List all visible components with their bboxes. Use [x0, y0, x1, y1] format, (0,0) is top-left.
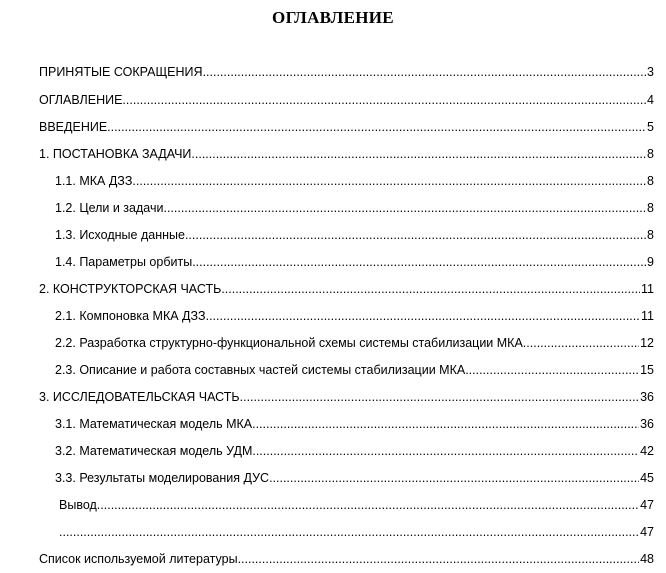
toc-leader	[252, 443, 639, 459]
toc-entry-label: Список используемой литературы	[39, 552, 238, 566]
toc-entry-page: 36	[640, 417, 654, 431]
toc-entry[interactable]	[55, 335, 654, 351]
toc-entry-label: 2.2. Разработка структурно-функциональной схемы системы стабилизации МКА	[55, 336, 523, 350]
toc-entry-page: 8	[647, 201, 654, 215]
toc-entry[interactable]	[39, 389, 654, 405]
toc-entry-page: 8	[647, 174, 654, 188]
toc-entry-label: 2.1. Компоновка МКА ДЗЗ	[55, 309, 206, 323]
toc-leader	[203, 64, 646, 80]
toc-entry[interactable]	[39, 551, 654, 567]
toc-entry[interactable]	[59, 524, 654, 540]
toc-entry-label: ПРИНЯТЫЕ СОКРАЩЕНИЯ	[39, 65, 203, 79]
toc-leader	[221, 281, 640, 297]
toc-entry-page: 48	[640, 552, 654, 566]
toc-leader	[269, 470, 639, 486]
toc-entry-page: 5	[647, 120, 654, 134]
toc-leader	[185, 227, 646, 243]
toc-leader	[191, 146, 646, 162]
toc-leader	[122, 92, 646, 108]
toc-entry-label: 1.1. МКА ДЗЗ	[55, 174, 133, 188]
toc-entry[interactable]	[55, 173, 654, 189]
toc-entry-page: 8	[647, 228, 654, 242]
toc-entry-page: 42	[640, 444, 654, 458]
toc-entry-label: 1.3. Исходные данные	[55, 228, 185, 242]
toc-entry-page: 3	[647, 65, 654, 79]
toc-entry[interactable]	[55, 308, 654, 324]
toc-entry[interactable]	[59, 497, 654, 513]
toc-leader	[59, 524, 639, 540]
toc-entry-page: 9	[647, 255, 654, 269]
toc-leader	[465, 362, 639, 378]
toc-entry[interactable]	[55, 362, 654, 378]
toc-entry-page: 47	[640, 525, 654, 539]
toc-entry[interactable]	[39, 281, 654, 297]
toc-entry-label: 3. ИССЛЕДОВАТЕЛЬСКАЯ ЧАСТЬ	[39, 390, 240, 404]
toc-entry-label: 1.2. Цели и задачи	[55, 201, 164, 215]
toc-leader	[163, 200, 646, 216]
toc-entry-label: 3.2. Математическая модель УДМ	[55, 444, 253, 458]
toc-leader	[252, 416, 639, 432]
toc-entry-page: 36	[640, 390, 654, 404]
toc-entry-label: Вывод	[59, 498, 97, 512]
toc-entry-label: 2.3. Описание и работа составных частей системы стабилизации МКА	[55, 363, 466, 377]
toc-entry-page: 11	[641, 309, 654, 323]
toc-leader	[107, 119, 646, 135]
toc-entry[interactable]	[55, 416, 654, 432]
toc-entry[interactable]	[39, 119, 654, 135]
toc-leader	[238, 551, 640, 567]
toc-entry-label: 3.1. Математическая модель МКА	[55, 417, 253, 431]
toc-entry-label: 2. КОНСТРУКТОРСКАЯ ЧАСТЬ	[39, 282, 222, 296]
toc-entry-page: 15	[640, 363, 654, 377]
toc-entry-page: 11	[641, 282, 654, 296]
toc-entry[interactable]	[55, 254, 654, 270]
toc-entry-page: 4	[647, 93, 654, 107]
toc-leader	[240, 389, 639, 405]
toc-entry-page: 45	[640, 471, 654, 485]
toc-entry-page: 12	[640, 336, 654, 350]
toc-leader	[132, 173, 646, 189]
toc-entry-label: ВВЕДЕНИЕ	[39, 120, 108, 134]
toc-entry-label: 1.4. Параметры орбиты	[55, 255, 193, 269]
toc-leader	[206, 308, 640, 324]
toc-entry[interactable]	[39, 64, 654, 80]
toc-entry[interactable]	[39, 92, 654, 108]
toc-entry-label: 3.3. Результаты моделирования ДУС	[55, 471, 270, 485]
toc-entry-page: 47	[640, 498, 654, 512]
toc-entry-label: 1. ПОСТАНОВКА ЗАДАЧИ	[39, 147, 192, 161]
toc-leader	[97, 497, 639, 513]
toc-leader	[192, 254, 646, 270]
toc-entry[interactable]	[55, 227, 654, 243]
toc-leader	[523, 335, 639, 351]
toc-entry[interactable]	[55, 470, 654, 486]
toc-entry-page: 8	[647, 147, 654, 161]
toc-entry[interactable]	[55, 443, 654, 459]
toc-entry-label: ОГЛАВЛЕНИЕ	[39, 93, 123, 107]
toc-title: ОГЛАВЛЕНИЕ	[272, 8, 394, 27]
toc-entry[interactable]	[39, 146, 654, 162]
toc-entry[interactable]	[55, 200, 654, 216]
